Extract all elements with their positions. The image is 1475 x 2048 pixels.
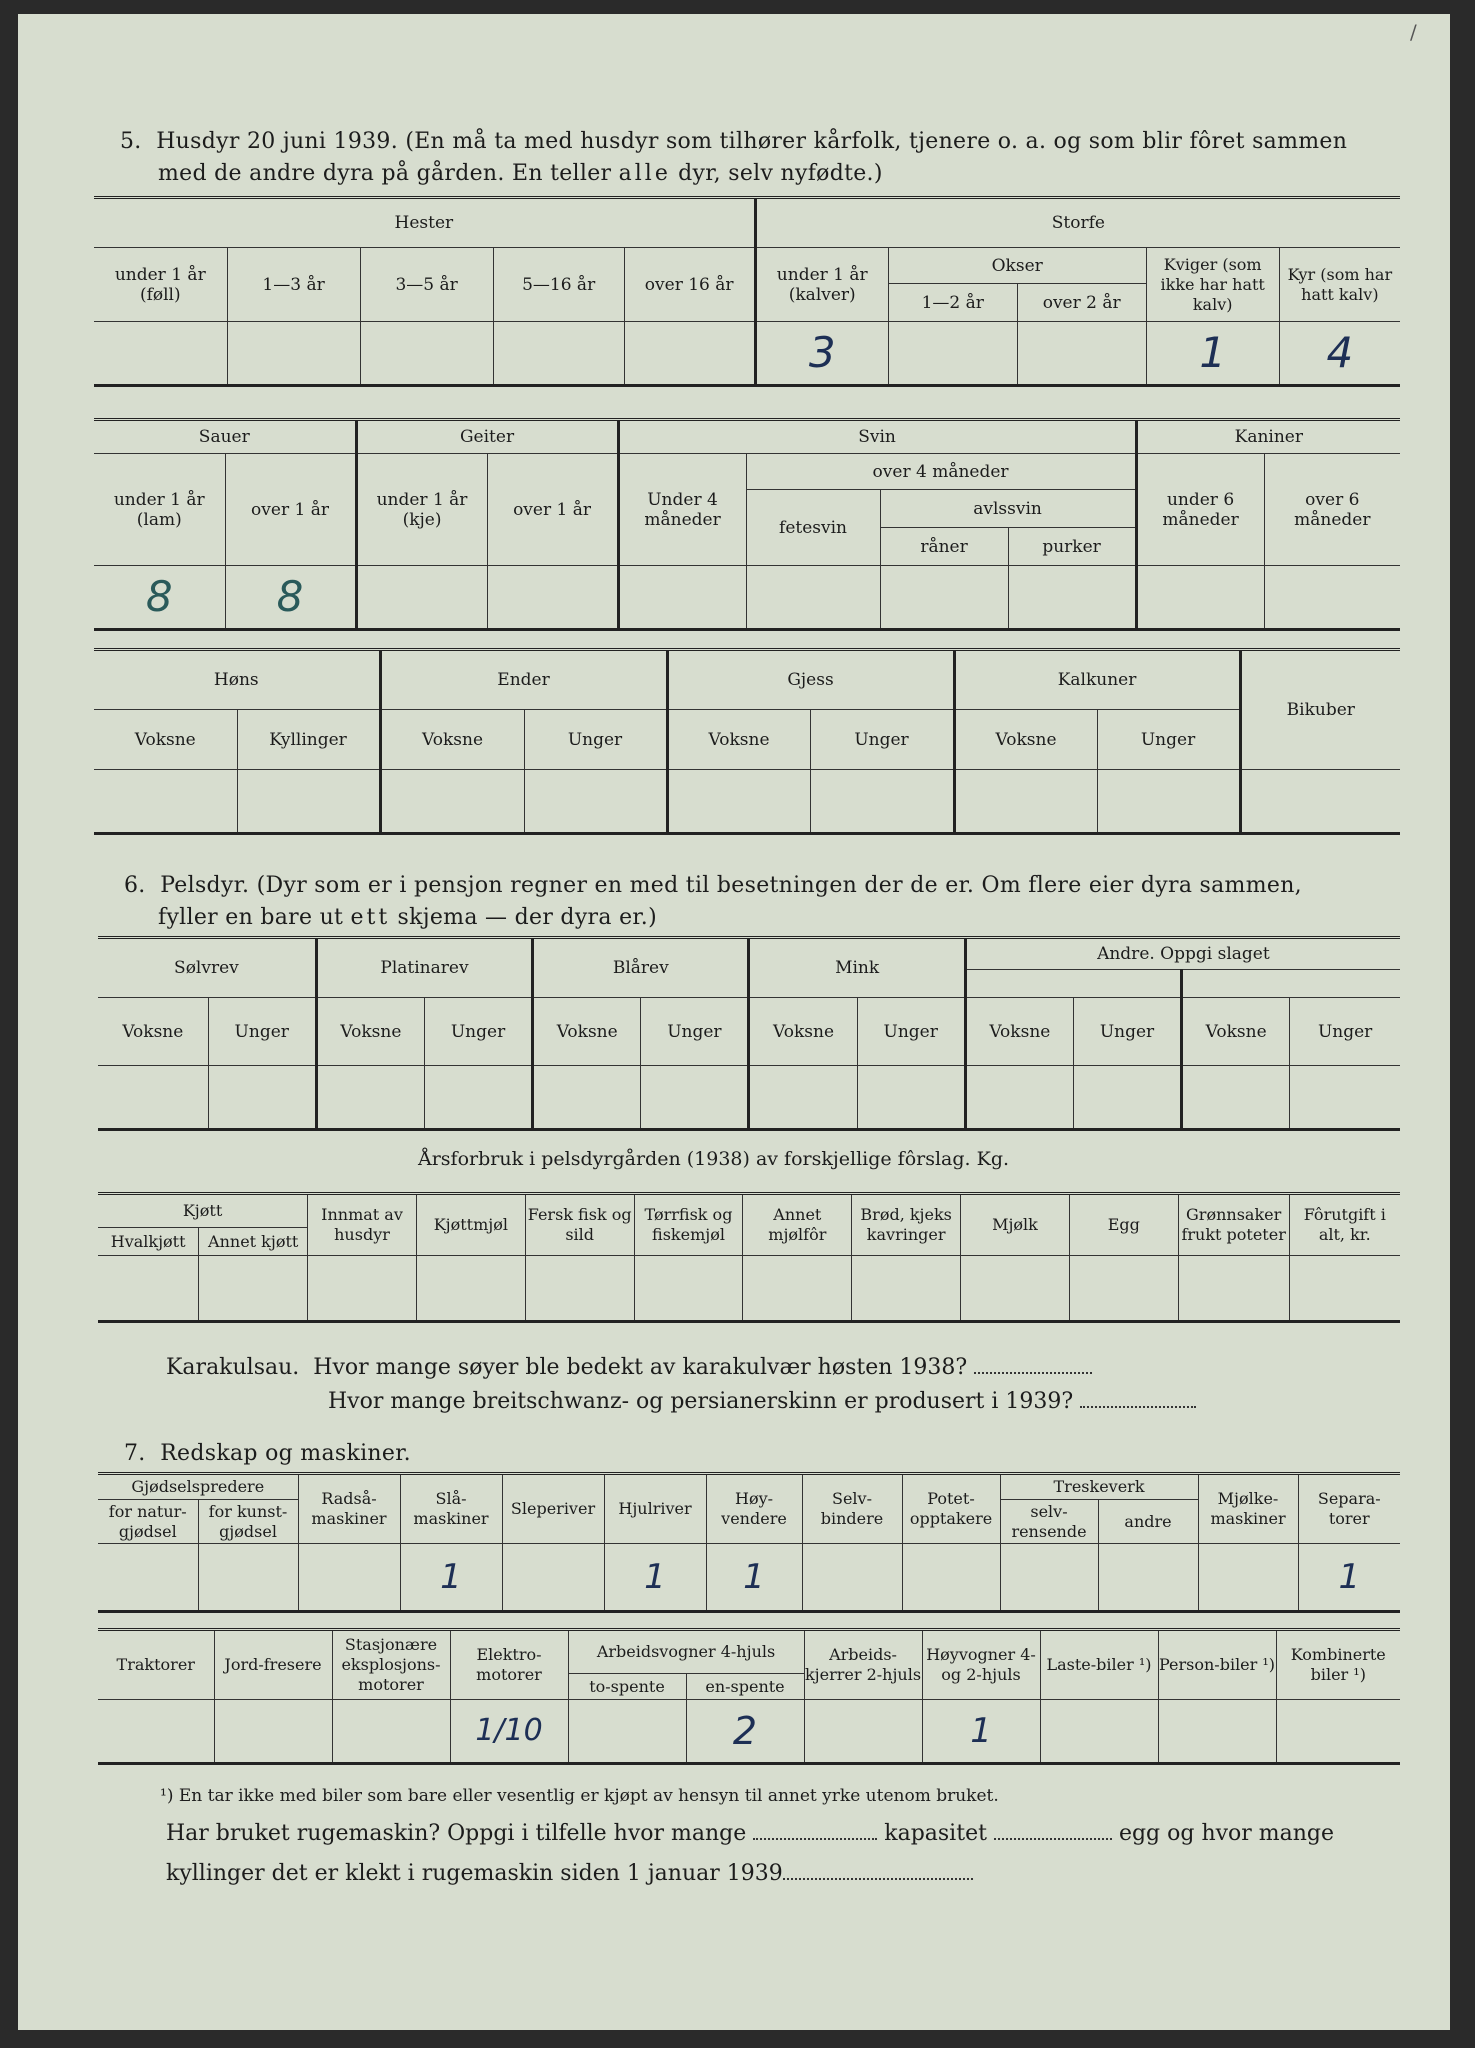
cell-kunstgjodsel[interactable]: [198, 1544, 298, 1612]
cell-annet-kjott[interactable]: [199, 1256, 308, 1322]
rugemaskin-kyllinger-answer[interactable]: [783, 1860, 973, 1880]
cell-platinarev-voksne[interactable]: [316, 1066, 424, 1130]
col-fetesvin: fetesvin: [746, 490, 880, 566]
header-sauer: Sauer: [94, 420, 356, 454]
col-mjolkemaskiner: Mjølke-maskiner: [1198, 1474, 1298, 1544]
table-fjorfe: [94, 648, 1400, 835]
cell-gronnsaker[interactable]: [1178, 1256, 1289, 1322]
col-jordfresere: Jord-fresere: [214, 1630, 332, 1700]
col-elektromotorer: Elektro-motorer: [450, 1630, 568, 1700]
cell-arbeidskjerrer[interactable]: [804, 1700, 922, 1764]
col-stasjonaere-motorer: Stasjonære eksplosjons-motorer: [332, 1630, 450, 1700]
cell-andre2-unger[interactable]: [1290, 1066, 1400, 1130]
header-mink: Mink: [749, 938, 965, 998]
cell-andre2-voksne[interactable]: [1182, 1066, 1290, 1130]
cell-bikuber[interactable]: [1240, 770, 1400, 834]
value-kyr[interactable]: 4: [1279, 322, 1400, 386]
col-annet-kjott: Annet kjøtt: [199, 1228, 308, 1256]
value-hoyvogner[interactable]: 1: [922, 1700, 1040, 1764]
header-okser: Okser: [888, 248, 1146, 284]
col-foll: under 1 år (føll): [94, 248, 227, 322]
col-tospente: to-spente: [568, 1674, 686, 1700]
col-okser-1-2: 1—2 år: [888, 284, 1017, 322]
cell-gjess-voksne[interactable]: [667, 770, 810, 834]
col-solvrev-voksne: Voksne: [98, 998, 208, 1066]
section-7-heading: 7. Redskap og maskiner.: [124, 1441, 411, 1466]
cell-hvalkjott[interactable]: [98, 1256, 199, 1322]
rugemaskin-egg-label: egg og hvor mange: [1118, 1821, 1335, 1846]
cell-ender-voksne[interactable]: [380, 770, 524, 834]
col-geit-over-1: over 1 år: [487, 454, 618, 566]
value-enspente[interactable]: 2: [686, 1700, 804, 1764]
cell-1-3[interactable]: [227, 322, 360, 386]
cell-ferskfisk[interactable]: [525, 1256, 634, 1322]
col-kalkuner-unger: Unger: [1097, 710, 1240, 770]
col-bikuber: Bikuber: [1240, 650, 1400, 770]
value-sau[interactable]: 8: [225, 566, 356, 630]
cell-egg[interactable]: [1069, 1256, 1178, 1322]
col-enspente: en-spente: [686, 1674, 804, 1700]
col-sleperiver: Sleperiver: [502, 1474, 604, 1544]
header-hons: Høns: [94, 650, 380, 710]
col-mjolk: Mjølk: [961, 1194, 1070, 1256]
header-solvrev: Sølvrev: [98, 938, 316, 998]
corner-mark: /: [1410, 20, 1417, 44]
cell-3-5[interactable]: [360, 322, 493, 386]
cell-mink-voksne[interactable]: [749, 1066, 857, 1130]
col-mink-unger: Unger: [857, 998, 965, 1066]
col-hons-voksne: Voksne: [94, 710, 237, 770]
cell-forutgift[interactable]: [1289, 1256, 1400, 1322]
col-kjottmjol: Kjøttmjøl: [416, 1194, 525, 1256]
cell-potetopptakere[interactable]: [902, 1544, 1000, 1612]
cell-over-16[interactable]: [624, 322, 755, 386]
col-ferskfisk: Fersk fisk og sild: [525, 1194, 634, 1256]
cell-geit-over-1[interactable]: [487, 566, 618, 630]
col-kyllinger: Kyllinger: [237, 710, 380, 770]
table-sauer-geiter-svin-kaniner: [94, 418, 1400, 631]
cell-blarev-unger[interactable]: [641, 1066, 749, 1130]
col-sau-over-1: over 1 år: [225, 454, 356, 566]
cell-selvrensende[interactable]: [1000, 1544, 1098, 1612]
header-kalkuner: Kalkuner: [954, 650, 1240, 710]
cell-mjolkemaskiner[interactable]: [1198, 1544, 1298, 1612]
cell-5-16[interactable]: [493, 322, 624, 386]
section-5-text-1: (En må ta med husdyr som tilhører kårfolk, tjenere o. a. og som blir fôret sammen: [405, 129, 1348, 154]
cell-solvrev-voksne[interactable]: [98, 1066, 208, 1130]
col-kalver: under 1 år (kalver): [755, 248, 888, 322]
col-andre2-unger: Unger: [1290, 998, 1400, 1066]
cell-andre-slag-1[interactable]: [965, 970, 1181, 998]
col-kviger: Kviger (som ikke har hatt kalv): [1146, 248, 1279, 322]
header-kjott: Kjøtt: [98, 1194, 308, 1228]
col-radsa: Radså-maskiner: [298, 1474, 400, 1544]
cell-personbiler[interactable]: [1158, 1700, 1276, 1764]
col-solvrev-unger: Unger: [208, 998, 316, 1066]
col-5-16: 5—16 år: [493, 248, 624, 322]
cell-kalkuner-unger[interactable]: [1097, 770, 1240, 834]
col-andre1-unger: Unger: [1073, 998, 1181, 1066]
rugemaskin-row-2: [166, 1860, 973, 1886]
cell-kanin-over-6[interactable]: [1264, 566, 1400, 630]
cell-raner[interactable]: [880, 566, 1008, 630]
section-5-title: Husdyr 20 juni 1939.: [156, 129, 399, 154]
rugemaskin-kyllinger-question: kyllinger det er klekt i rugemaskin siden 1 januar 1939: [166, 1861, 783, 1886]
col-egg: Egg: [1069, 1194, 1178, 1256]
col-separatorer: Separa-torer: [1298, 1474, 1400, 1544]
value-elektromotorer[interactable]: 1/10: [450, 1700, 568, 1764]
cell-platinarev-unger[interactable]: [424, 1066, 532, 1130]
cell-okser-1-2[interactable]: [888, 322, 1017, 386]
col-3-5: 3—5 år: [360, 248, 493, 322]
karakul-label: Karakulsau.: [166, 1355, 300, 1380]
value-separatorer[interactable]: 1: [1298, 1544, 1400, 1612]
col-svin-under-4: Under 4 måneder: [618, 454, 746, 566]
cell-jordfresere[interactable]: [214, 1700, 332, 1764]
cell-tospente[interactable]: [568, 1700, 686, 1764]
col-purker: purker: [1008, 528, 1136, 566]
rugemaskin-antall-answer[interactable]: [753, 1820, 877, 1840]
col-lastebiler: Laste-biler ¹): [1040, 1630, 1158, 1700]
value-kviger[interactable]: 1: [1146, 322, 1279, 386]
cell-svin-under-4[interactable]: [618, 566, 746, 630]
col-selvbindere: Selv-bindere: [802, 1474, 902, 1544]
col-kalkuner-voksne: Voksne: [954, 710, 1097, 770]
cell-ender-unger[interactable]: [524, 770, 667, 834]
col-lam: under 1 år (lam): [94, 454, 225, 566]
header-over-4-maneder: over 4 måneder: [746, 454, 1136, 490]
col-okser-over-2: over 2 år: [1017, 284, 1146, 322]
cell-torrfisk[interactable]: [634, 1256, 743, 1322]
cell-fetesvin[interactable]: [746, 566, 880, 630]
col-kyr: Kyr (som har hatt kalv): [1279, 248, 1400, 322]
value-kalver[interactable]: 3: [755, 322, 888, 386]
col-kje: under 1 år (kje): [356, 454, 487, 566]
cell-andre1-voksne[interactable]: [965, 1066, 1073, 1130]
col-torrfisk: Tørrfisk og fiskemjøl: [634, 1194, 743, 1256]
col-andre2-voksne: Voksne: [1182, 998, 1290, 1066]
header-geiter: Geiter: [356, 420, 618, 454]
col-platinarev-voksne: Voksne: [316, 998, 424, 1066]
header-kaniner: Kaniner: [1136, 420, 1400, 454]
cell-kje[interactable]: [356, 566, 487, 630]
karakul-q2: Hvor mange breitschwanz- og persianerskinn er produsert i 1939?: [328, 1389, 1074, 1414]
cell-stasjonaere-motorer[interactable]: [332, 1700, 450, 1764]
value-slamaskiner[interactable]: 1: [400, 1544, 502, 1612]
cell-treske-andre[interactable]: [1098, 1544, 1198, 1612]
table-motorer-vogner: [98, 1628, 1400, 1765]
table-pelsdyr: [98, 936, 1400, 1131]
cell-annet-mjol[interactable]: [743, 1256, 852, 1322]
col-blarev-unger: Unger: [641, 998, 749, 1066]
section-5-heading: 5. Husdyr 20 juni 1939. (En må ta med husdyr som tilhører kårfolk, tjenere o. a. og som blir fôret sammen med de andre dyra på gården. En teller alle dyr, selv nyfødte.): [120, 129, 1348, 186]
cell-traktorer[interactable]: [98, 1700, 214, 1764]
header-avlssvin: avlssvin: [880, 490, 1136, 528]
col-kunstgjodsel: for kunst-gjødsel: [198, 1500, 298, 1544]
karakul-q1-row: [166, 1354, 1092, 1380]
cell-hons-voksne[interactable]: [94, 770, 237, 834]
cell-foll[interactable]: [94, 322, 227, 386]
rugemaskin-question: Har bruket rugemaskin? Oppgi i tilfelle hvor mange: [166, 1821, 747, 1846]
table-hester-storfe: [94, 196, 1400, 387]
col-kanin-over-6: over 6 måneder: [1264, 454, 1400, 566]
header-treskeverk: Treskeverk: [1000, 1474, 1198, 1500]
col-over-16: over 16 år: [624, 248, 755, 322]
col-hoyvogner: Høyvogner 4- og 2-hjuls: [922, 1630, 1040, 1700]
cell-purker[interactable]: [1008, 566, 1136, 630]
header-storfe: Storfe: [755, 198, 1400, 248]
cell-andre-slag-2[interactable]: [1182, 970, 1400, 998]
cell-mjolk[interactable]: [961, 1256, 1070, 1322]
cell-radsa[interactable]: [298, 1544, 400, 1612]
cell-brod[interactable]: [852, 1256, 961, 1322]
cell-naturgjodsel[interactable]: [98, 1544, 198, 1612]
col-treske-andre: andre: [1098, 1500, 1198, 1544]
col-gronnsaker: Grønnsaker frukt poteter: [1178, 1194, 1289, 1256]
col-platinarev-unger: Unger: [424, 998, 532, 1066]
table-redskap: [98, 1472, 1400, 1613]
karakul-q2-row: [328, 1388, 1196, 1414]
col-personbiler: Person-biler ¹): [1158, 1630, 1276, 1700]
header-andre: Andre. Oppgi slaget: [965, 938, 1400, 970]
col-annet-mjol: Annet mjølfôr: [743, 1194, 852, 1256]
cell-okser-over-2[interactable]: [1017, 322, 1146, 386]
section-5-number: 5.: [120, 129, 142, 154]
col-naturgjodsel: for natur-gjødsel: [98, 1500, 198, 1544]
col-ender-unger: Unger: [524, 710, 667, 770]
col-gjess-unger: Unger: [810, 710, 954, 770]
cell-sleperiver[interactable]: [502, 1544, 604, 1612]
header-arbeidsvogner: Arbeidsvogner 4-hjuls: [568, 1630, 804, 1674]
rugemaskin-kapasitet-label: kapasitet: [884, 1821, 987, 1846]
col-raner: råner: [880, 528, 1008, 566]
footnote: ¹) En tar ikke med biler som bare eller vesentlig er kjøpt av hensyn til annet yrke utenom bruket.: [160, 1786, 999, 1806]
col-gjess-voksne: Voksne: [667, 710, 810, 770]
header-blarev: Blårev: [533, 938, 749, 998]
col-innmat: Innmat av husdyr: [308, 1194, 417, 1256]
table-arsforbruk: [98, 1192, 1400, 1323]
value-lam[interactable]: 8: [94, 566, 225, 630]
col-hoyvendere: Høy-vendere: [706, 1474, 802, 1544]
header-gjodselspredere: Gjødselspredere: [98, 1474, 298, 1500]
col-hjulriver: Hjulriver: [604, 1474, 706, 1544]
cell-kjottmjol[interactable]: [416, 1256, 525, 1322]
forbruk-caption: Årsforbruk i pelsdyrgården (1938) av forskjellige fôrslag. Kg.: [418, 1148, 1010, 1170]
cell-blarev-voksne[interactable]: [533, 1066, 641, 1130]
header-gjess: Gjess: [667, 650, 954, 710]
cell-andre1-unger[interactable]: [1073, 1066, 1181, 1130]
rugemaskin-row-1: [166, 1820, 1334, 1846]
cell-selvbindere[interactable]: [802, 1544, 902, 1612]
col-hvalkjott: Hvalkjøtt: [98, 1228, 199, 1256]
col-1-3: 1—3 år: [227, 248, 360, 322]
cell-kanin-under-6[interactable]: [1136, 566, 1264, 630]
cell-lastebiler[interactable]: [1040, 1700, 1158, 1764]
col-brod: Brød, kjeks kavringer: [852, 1194, 961, 1256]
col-mink-voksne: Voksne: [749, 998, 857, 1066]
col-sla: Slå-maskiner: [400, 1474, 502, 1544]
karakul-q1-answer[interactable]: [974, 1354, 1092, 1374]
cell-solvrev-unger[interactable]: [208, 1066, 316, 1130]
cell-gjess-unger[interactable]: [810, 770, 954, 834]
header-platinarev: Platinarev: [316, 938, 532, 998]
value-hoyvendere[interactable]: 1: [706, 1544, 802, 1612]
cell-mink-unger[interactable]: [857, 1066, 965, 1130]
col-traktorer: Traktorer: [98, 1630, 214, 1700]
col-blarev-voksne: Voksne: [533, 998, 641, 1066]
value-hjulriver[interactable]: 1: [604, 1544, 706, 1612]
col-potetopptakere: Potet-opptakere: [902, 1474, 1000, 1544]
col-kombinerte-biler: Kombinerte biler ¹): [1276, 1630, 1400, 1700]
cell-kombinerte-biler[interactable]: [1276, 1700, 1400, 1764]
header-svin: Svin: [618, 420, 1136, 454]
rugemaskin-kapasitet-answer[interactable]: [994, 1820, 1112, 1840]
section-6-heading: 6. Pelsdyr. (Dyr som er i pensjon regner en med til besetningen der de er. Om flere eier dyra sammen, fyller en bare ut ett skjema — der dyra er.): [124, 873, 1302, 930]
col-selvrensende: selv-rensende: [1000, 1500, 1098, 1544]
col-kanin-under-6: under 6 måneder: [1136, 454, 1264, 566]
col-andre1-voksne: Voksne: [965, 998, 1073, 1066]
col-ender-voksne: Voksne: [380, 710, 524, 770]
karakul-q1: Hvor mange søyer ble bedekt av karakulvær høsten 1938?: [313, 1355, 968, 1380]
karakul-q2-answer[interactable]: [1080, 1388, 1196, 1408]
census-form-page: [18, 14, 1450, 2030]
cell-kyllinger[interactable]: [237, 770, 380, 834]
header-ender: Ender: [380, 650, 667, 710]
cell-innmat[interactable]: [308, 1256, 417, 1322]
cell-kalkuner-voksne[interactable]: [954, 770, 1097, 834]
col-arbeidskjerrer: Arbeids-kjerrer 2-hjuls: [804, 1630, 922, 1700]
col-forutgift: Fôrutgift i alt, kr.: [1289, 1194, 1400, 1256]
header-hester: Hester: [94, 198, 755, 248]
